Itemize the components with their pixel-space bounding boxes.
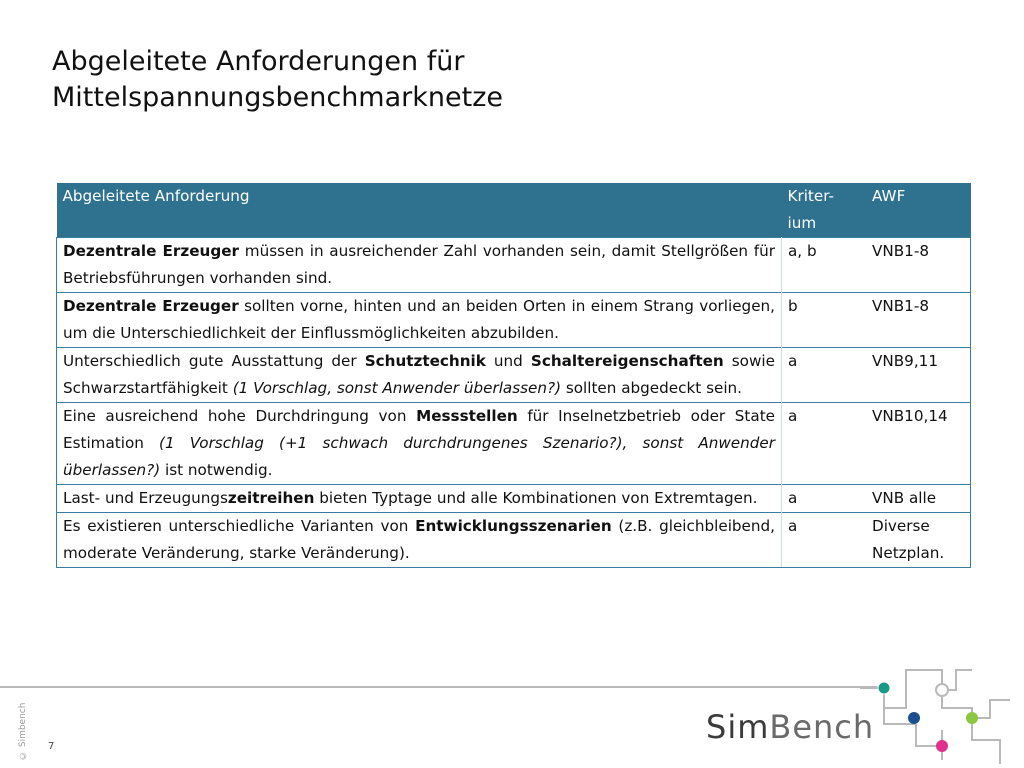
node-white — [936, 684, 948, 696]
requirement-text: bieten Typtage und alle Kombinationen von Extremtagen. — [314, 489, 758, 507]
requirement-text: Unterschiedlich gute Ausstattung der — [63, 352, 365, 370]
node-green — [966, 712, 978, 724]
awf-line2: Netzplan. — [872, 544, 945, 562]
table-header-row — [57, 183, 971, 238]
header-requirement: Abgeleitete Anforderung — [57, 183, 782, 238]
table-row — [57, 238, 971, 293]
header-criterion — [782, 183, 867, 238]
requirement-bold: Messstellen — [416, 407, 518, 425]
requirement-text: Es existieren unterschiedliche Varianten von — [63, 517, 416, 535]
table-row — [57, 293, 971, 348]
table-row — [57, 403, 971, 485]
awf-cell: VNB10,14 — [866, 403, 971, 485]
awf-line1: Diverse — [872, 517, 930, 535]
requirements-table — [56, 183, 971, 568]
criterion-cell: a — [782, 513, 867, 568]
node-teal — [878, 682, 890, 694]
network-line — [972, 700, 1010, 718]
header-awf: AWF — [866, 183, 971, 238]
requirement-bold: Entwicklungsszenarien — [415, 517, 612, 535]
requirement-cell — [57, 513, 782, 568]
requirement-text: Last- und Erzeugungs — [63, 489, 228, 507]
requirement-bold: Dezentrale Erzeuger — [63, 242, 240, 260]
header-criterion-line2: ium — [787, 214, 817, 232]
table-row — [57, 485, 971, 513]
footer-divider — [0, 686, 880, 688]
title-line-1: Abgeleitete Anforderungen für — [52, 46, 465, 77]
header-criterion-line1: Kriter- — [787, 187, 834, 205]
criterion-cell: a, b — [782, 238, 867, 293]
requirement-text: Eine ausreichend hohe Durchdringung von — [63, 407, 417, 425]
title-line-2: Mittelspannungsbenchmarknetze — [52, 82, 503, 113]
logo-sim: Sim — [706, 708, 770, 746]
requirement-italic: (1 Vorschlag, sonst Anwender überlassen?) — [232, 379, 561, 397]
node-blue — [908, 712, 920, 724]
requirement-text: müssen in ausreichender Zahl vorhanden sein, damit Stellgrößen für Betriebsführungen vorhanden sind. — [63, 242, 775, 287]
requirement-text: sowie Schwarzstartfähigkeit — [63, 352, 775, 397]
network-graphic — [860, 660, 1024, 768]
simbench-logo — [706, 708, 874, 746]
requirement-text: für Inselnetzbetrieb oder State Estimation — [63, 407, 775, 452]
network-line — [972, 718, 1000, 764]
awf-cell: VNB1-8 — [866, 293, 971, 348]
table-row — [57, 513, 971, 568]
requirement-cell — [57, 348, 782, 403]
page-number: 7 — [48, 741, 55, 752]
requirement-italic: (1 Vorschlag (+1 schwach durchdrungenes Szenario?), sonst Anwender überlassen?) — [63, 434, 775, 479]
requirement-text: (z.B. gleichbleibend, moderate Veränderung, starke Veränderung). — [63, 517, 775, 562]
criterion-cell: a — [782, 485, 867, 513]
network-line — [884, 670, 942, 708]
node-magenta — [936, 740, 948, 752]
requirement-cell — [57, 403, 782, 485]
criterion-cell: b — [782, 293, 867, 348]
requirement-cell — [57, 293, 782, 348]
requirement-text: sollten abgedeckt sein. — [561, 379, 742, 397]
requirement-bold: zeitreihen — [227, 489, 315, 507]
logo-bench: Bench — [769, 708, 875, 746]
criterion-cell: a — [782, 403, 867, 485]
requirement-text: und — [485, 352, 531, 370]
copyright-label: © Simbench — [18, 702, 28, 760]
slide-title — [52, 44, 752, 116]
awf-cell: VNB alle — [866, 485, 971, 513]
requirement-bold: Schaltereigenschaften — [530, 352, 724, 370]
table-row — [57, 348, 971, 403]
awf-cell — [866, 513, 971, 568]
requirement-text: sollten vorne, hinten und an beiden Orten in einem Strang vorliegen, um die Unterschiedlichkeit der Einflussmöglichkeiten abzubilden. — [63, 297, 775, 342]
criterion-cell: a — [782, 348, 867, 403]
requirement-cell — [57, 238, 782, 293]
requirement-text: ist notwendig. — [160, 461, 273, 479]
awf-cell: VNB1-8 — [866, 238, 971, 293]
requirement-bold: Dezentrale Erzeuger — [63, 297, 239, 315]
awf-cell: VNB9,11 — [866, 348, 971, 403]
requirement-cell — [57, 485, 782, 513]
requirement-bold: Schutztechnik — [364, 352, 486, 370]
